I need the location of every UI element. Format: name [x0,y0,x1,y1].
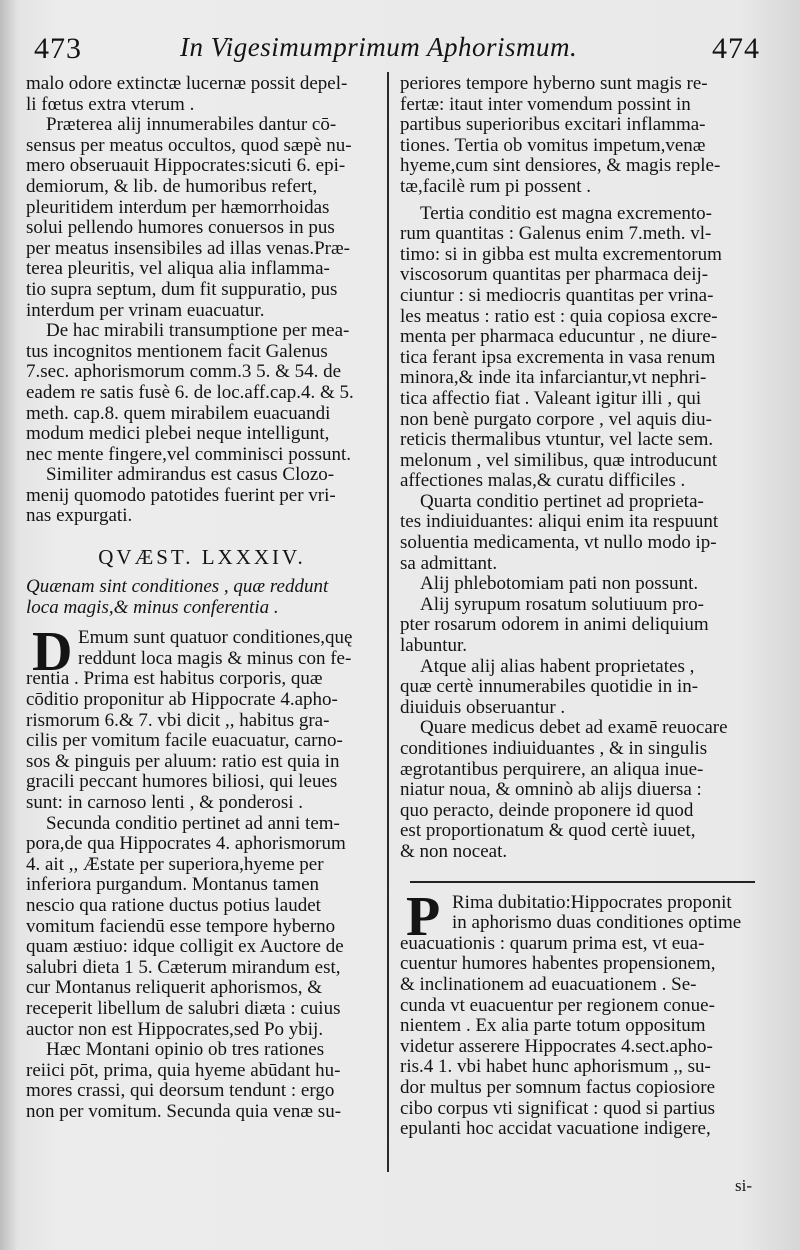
text-line: non benè purgato corpore , vel aquis diu- [400,409,713,430]
text-line: non per vomitum. Secunda quia venæ su- [26,1101,342,1122]
text-line: li fœtus extra vterum . [26,94,195,115]
text-line: periores tempore hyberno sunt magis re- [400,74,708,94]
right-page-number: 474 [712,32,760,65]
text-line: euacuationis : quarum prima est, vt eua- [400,933,705,954]
text-line: minora,& inde ita infarciantur,vt nephri- [400,368,707,389]
paragraph [400,492,766,574]
text-line: solui pellendo humores conuersos in pus [26,218,335,239]
text-line: diuiduis obseruantur . [400,697,566,718]
text-line: tiones. Tertia ob vomitus impetum,venæ [400,135,706,156]
text-line: Quare medicus debet ad examē reuocare [420,718,728,739]
text-line: labuntur. [400,636,468,657]
text-line: sunt: in carnoso lenti , & ponderosi . [26,793,304,813]
text-line: nescio qua ratione ductus potius laudet [26,895,321,916]
text-line: terea pleuritis, vel aliqua alia inflamma- [26,259,330,280]
text-line: affectiones malas,& curatu difficiles . [400,471,686,492]
text-line: Similiter admirandus est casus Clozo- [46,465,335,486]
text-line: quo peracto, deinde proponere id quod [400,800,694,821]
text-line: nec mente fingere,vel comminisci possunt. [26,444,352,465]
text-line: cōditio proponitur ab Hippocrate 4.apho- [26,690,338,711]
text-line: timo: si in gibba est multa excrementorum [400,244,722,265]
text-line: cuentur humores habentes propensionem, [400,954,716,975]
text-line: in aphorismo duas conditiones optime [452,913,742,934]
text-line: sensus per meatus occultos, quod sæpè nu- [26,135,352,156]
paragraph [400,574,766,595]
text-line: Secunda conditio pertinet ad anni tem- [46,813,340,834]
paragraph [26,74,378,115]
text-line: cur Montanus reliquerit aphorismos, & [26,978,323,999]
paragraph [26,814,378,1041]
text-line: fertæ: itaut inter vomendum possint in [400,94,691,115]
text-line: 7.sec. aphorismorum comm.3 5. & 54. de [26,362,342,383]
text-line: melonum , vel similibus, quæ introducunt [400,450,718,471]
text-line: mero obseruauit Hippocrates:sicuti 6. epi- [26,156,346,177]
paragraph [400,718,766,862]
text-line: niatur noua, & omninò ab alijs diuersa : [400,780,702,801]
text-line: Quarta conditio pertinet ad proprieta- [420,491,704,512]
running-title: In Vigesimumprimum Aphorismum. [180,32,578,62]
text-line: eadem re satis fusè 6. de loc.aff.cap.4. & 5. [26,382,354,403]
text-line: malo odore extinctæ lucernæ possit depel- [26,74,348,94]
text-line: Alij phlebotomiam pati non possunt. [420,574,699,595]
text-line: pter rosarum odorem in animi deliquium [400,615,709,636]
text-line: per meatus insensibiles ad illas venas.Præ- [26,238,350,259]
text-line: soluentia medicamenta, vt nullo modo ip- [400,533,717,554]
paragraph [26,621,378,813]
text-line: ciuntur : si mediocris quantitas per vrina- [400,285,714,306]
text-line: & non noceat. [400,841,508,862]
paragraph [26,115,378,321]
text-line: inferiora purgandum. Montanus tamen [26,875,320,896]
text-line: & inclinationem ad euacuationem . Se- [400,974,697,995]
text-line: quæ certè innumerabiles quotidie in in- [400,677,699,698]
text-line: rismorum 6.& 7. vbi dicit ,, habitus gra- [26,710,330,731]
quaestio-heading: QVÆST. LXXXIV. [98,545,306,570]
section-rule [410,881,755,883]
text-line: De hac mirabili transumptione per mea- [46,321,350,342]
paragraph [26,465,378,527]
paragraph [400,595,766,657]
text-line: Hæc Montani opinio ob tres rationes [46,1040,325,1061]
text-line: cibo corpus vti significat : quod si partius [400,1098,716,1119]
text-line: epulanti hoc accidat vacuatione indigere, [400,1119,711,1140]
text-line: est proportionatum & quod certè iuuet, [400,821,696,842]
text-line: dor multus per somnum factus copiosiore [400,1077,716,1098]
text-line: tes indiuiduantes: aliqui enim ita respuunt [400,512,719,533]
text-line: pleuritidem interdum per hæmorrhoidas [26,197,330,218]
text-line: ægrotantibus perquirere, an aliqua inue- [400,759,704,780]
text-line: Præterea alij innumerabiles dantur cō- [46,115,337,136]
text-line: salubri dieta 1 5. Cæterum mirandum est, [26,957,341,978]
text-line: vomitum faciendū esse tempore hyberno [26,916,336,937]
text-line: partibus superioribus excitari inflamma- [400,115,706,136]
text-line: reiici pōt, prima, quia hyeme abūdant hu- [26,1060,341,1081]
text-line: pora,de qua Hippocrates 4. aphorismorum [26,834,346,855]
text-line: interdum per vrinam euacuatur. [26,300,265,321]
text-line: rentia . Prima est habitus corporis, quæ [26,669,323,690]
text-line: nientem . Ex alia parte totum oppositum [400,1016,706,1037]
text-line: Quænam sint conditiones , quæ reddunt [26,577,329,598]
text-line: gracili peccant humores biliosi, qui leues [26,772,338,793]
text-line: reticis thermalibus vtuntur, vel lacte sem. [400,430,714,451]
text-line: modum medici plebei neque intelligunt, [26,424,330,445]
right-column [400,74,766,1140]
text-line: tæ,facilè rum pi possent . [400,176,592,197]
text-line: demiorum, & lib. de humoribus refert, [26,176,318,197]
left-page-number: 473 [34,32,82,65]
text-line: tica affectio fiat . Valeant igitur illi , qui [400,388,702,409]
text-line: les meatus : ratio est : quia copiosa excre- [400,306,718,327]
text-line: sos & pinguis per aluum: ratio est quia in [26,751,340,772]
paragraph [400,204,766,492]
drop-cap: D [32,621,73,684]
text-line: Emum sunt quatuor conditiones,quę [78,628,353,649]
paragraph [400,74,766,198]
text-line: Rima dubitatio:Hippocrates proponit [452,892,732,913]
left-column [26,74,378,1123]
text-line: auctor non est Hippocrates,sed Po ybij. [26,1019,324,1040]
text-line: Tertia conditio est magna excremento- [420,203,712,224]
text-line: menta per pharmaca educuntur , ne diure- [400,327,718,348]
text-line: loca magis,& minus conferentia . [26,597,279,618]
text-line: nas expurgati. [26,506,133,527]
text-line: viscosorum quantitas per pharmaca deij- [400,265,709,286]
text-line: rum quantitas : Galenus enim 7.meth. vl- [400,224,712,245]
text-line: 4. ait ,, Æstate per superiora,hyeme per [26,854,324,875]
text-line: conditiones indiuiduantes , & in singulis [400,739,708,759]
text-line: menij quomodo patotides fuerint per vri- [26,485,336,506]
text-line: videtur asserere Hippocrates 4.sect.apho- [400,1036,713,1057]
text-line: cunda vt euacuentur per regionem conue- [400,995,715,1016]
text-line: tio supra septum, dum fit suppuratio, pus [26,279,338,300]
text-line: Alij syrupum rosatum solutiuum pro- [420,594,704,615]
text-line: tica ferant ipsa excrementa in vasa renum [400,347,716,368]
text-line: hyeme,cum sint densiores, & magis reple- [400,156,721,177]
text-line: meth. cap.8. quem mirabilem euacuandi [26,403,331,424]
paragraph [26,321,378,465]
text-line: quam æstiuo: idque colligit ex Auctore de [26,937,344,958]
text-line: cilis per vomitum facile euacuatur, carno- [26,731,343,752]
text-line: tus incognitos mentionem facit Galenus [26,341,328,362]
text-line: Atque alij alias habent proprietates , [420,656,695,677]
catchword: si- [735,1176,752,1195]
text-line: mores crassi, qui deorsum tendunt : ergo [26,1081,335,1102]
drop-cap: P [406,885,441,948]
text-line: sa admittant. [400,553,498,574]
paragraph [400,885,766,1140]
text-line: receperit libellum de salubri diæta : cuius [26,998,341,1019]
running-header [0,28,800,72]
paragraph [400,657,766,719]
text-line: ris.4 1. vbi habet hunc aphorismum ,, su- [400,1057,711,1078]
text-line: reddunt loca magis & minus con fe- [78,648,352,669]
paragraph [26,1040,378,1122]
quaestio-title [26,577,378,618]
column-divider [387,72,389,1172]
